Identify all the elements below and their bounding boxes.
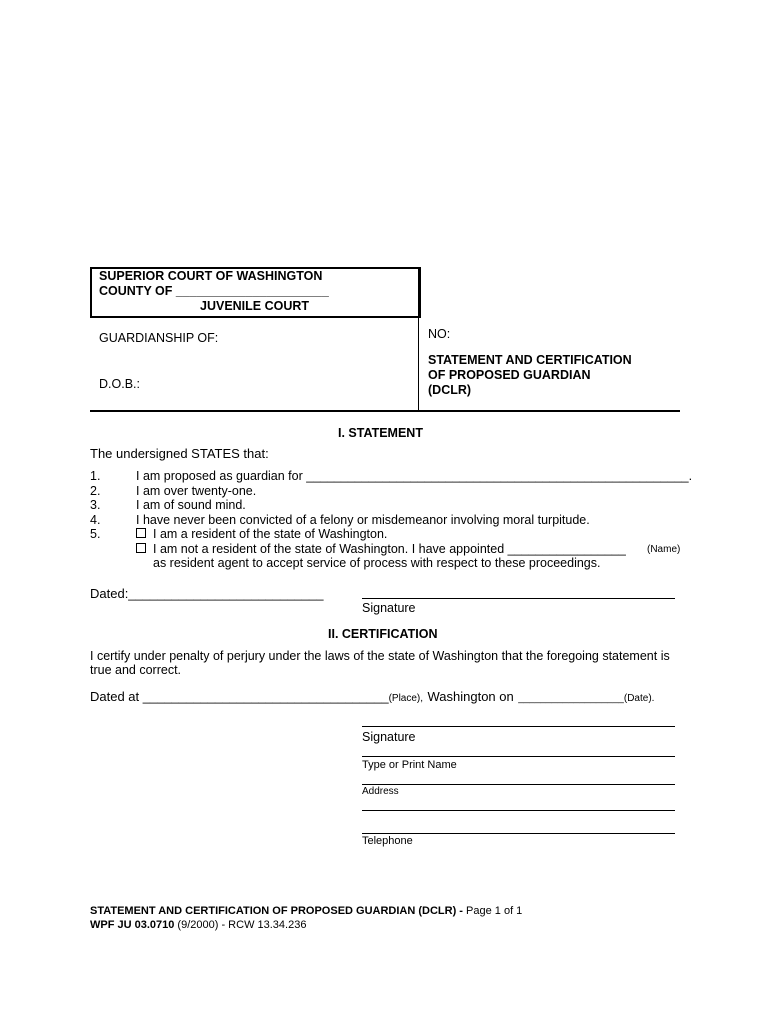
telephone-line [362,833,675,834]
cert-signature-line [362,726,675,727]
item-text: I am proposed as guardian for _______________________________________________________. [136,469,693,483]
form-title-line2: OF PROPOSED GUARDIAN [428,368,591,382]
form-title-line3: (DCLR) [428,383,472,397]
item-number: 1. [90,469,101,483]
form-title-line1: STATEMENT AND CERTIFICATION [428,353,632,367]
place-hint: (Place), [388,693,424,704]
item-number: 2. [90,484,101,498]
footer-form-title: STATEMENT AND CERTIFICATION OF PROPOSED GUARDIAN (DCLR) - [90,905,463,917]
address-line-2 [362,810,675,811]
court-name: SUPERIOR COURT OF WASHINGTON [99,269,323,283]
item-number: 5. [90,527,101,541]
footer-page: Page 1 of 1 [462,905,523,917]
item-text: I am a resident of the state of Washington. [153,527,388,541]
guardianship-label: GUARDIANSHIP OF: [99,331,219,345]
telephone-label: Telephone [362,835,413,847]
resident-checkbox[interactable] [136,528,146,538]
statement-intro: The undersigned STATES that: [90,446,269,461]
case-number-label: NO: [428,327,451,341]
juvenile-court-label: JUVENILE COURT [200,299,310,313]
address-label: Address [362,786,399,797]
item-text: I am over twenty-one. [136,484,257,498]
dated-at-row [90,688,654,706]
item-number: 3. [90,498,101,512]
nonresident-text: I am not a resident of the state of Washington. I have appointed _________________ [153,542,626,556]
address-line [362,784,675,785]
name-hint: (Name) [647,544,681,555]
certification-text-line1: I certify under penalty of perjury under the laws of the state of Washington that the foregoing statement is [90,649,670,663]
dated-field: Dated:___________________________ [90,586,324,601]
certification-heading: II. CERTIFICATION [328,627,438,641]
cert-signature-label: Signature [362,730,416,744]
signature-line [362,598,675,599]
resident-option [136,527,387,541]
print-name-label: Type or Print Name [362,759,457,771]
date-hint: (Date). [623,693,655,704]
item-number: 4. [90,513,101,527]
dated-at-field: Dated at __________________________________ [90,689,389,704]
footer-revision: (9/2000) - RCW 13.34.236 [174,919,307,931]
nonresident-option [136,542,626,556]
county-field: COUNTY OF ______________________ [99,284,329,298]
dob-label: D.O.B.: [99,377,140,391]
certification-text-line2: true and correct. [90,663,182,677]
date-blank: ___________________ [518,693,624,704]
washington-on-text: Washington on [427,689,514,704]
footer-form-number [90,919,306,931]
resident-agent-text: as resident agent to accept service of process with respect to these proceedings. [153,556,601,570]
caption-bottom-rule [90,410,680,412]
print-name-line [362,756,675,757]
statement-heading: I. STATEMENT [338,426,423,440]
item-text: I am of sound mind. [136,498,246,512]
footer-wpf-code: WPF JU 03.0710 [90,919,175,931]
caption-divider [418,267,419,411]
item-text: I have never been convicted of a felony or misdemeanor involving moral turpitude. [136,513,590,527]
nonresident-checkbox[interactable] [136,543,146,553]
footer-title [90,905,522,917]
signature-label: Signature [362,601,416,615]
